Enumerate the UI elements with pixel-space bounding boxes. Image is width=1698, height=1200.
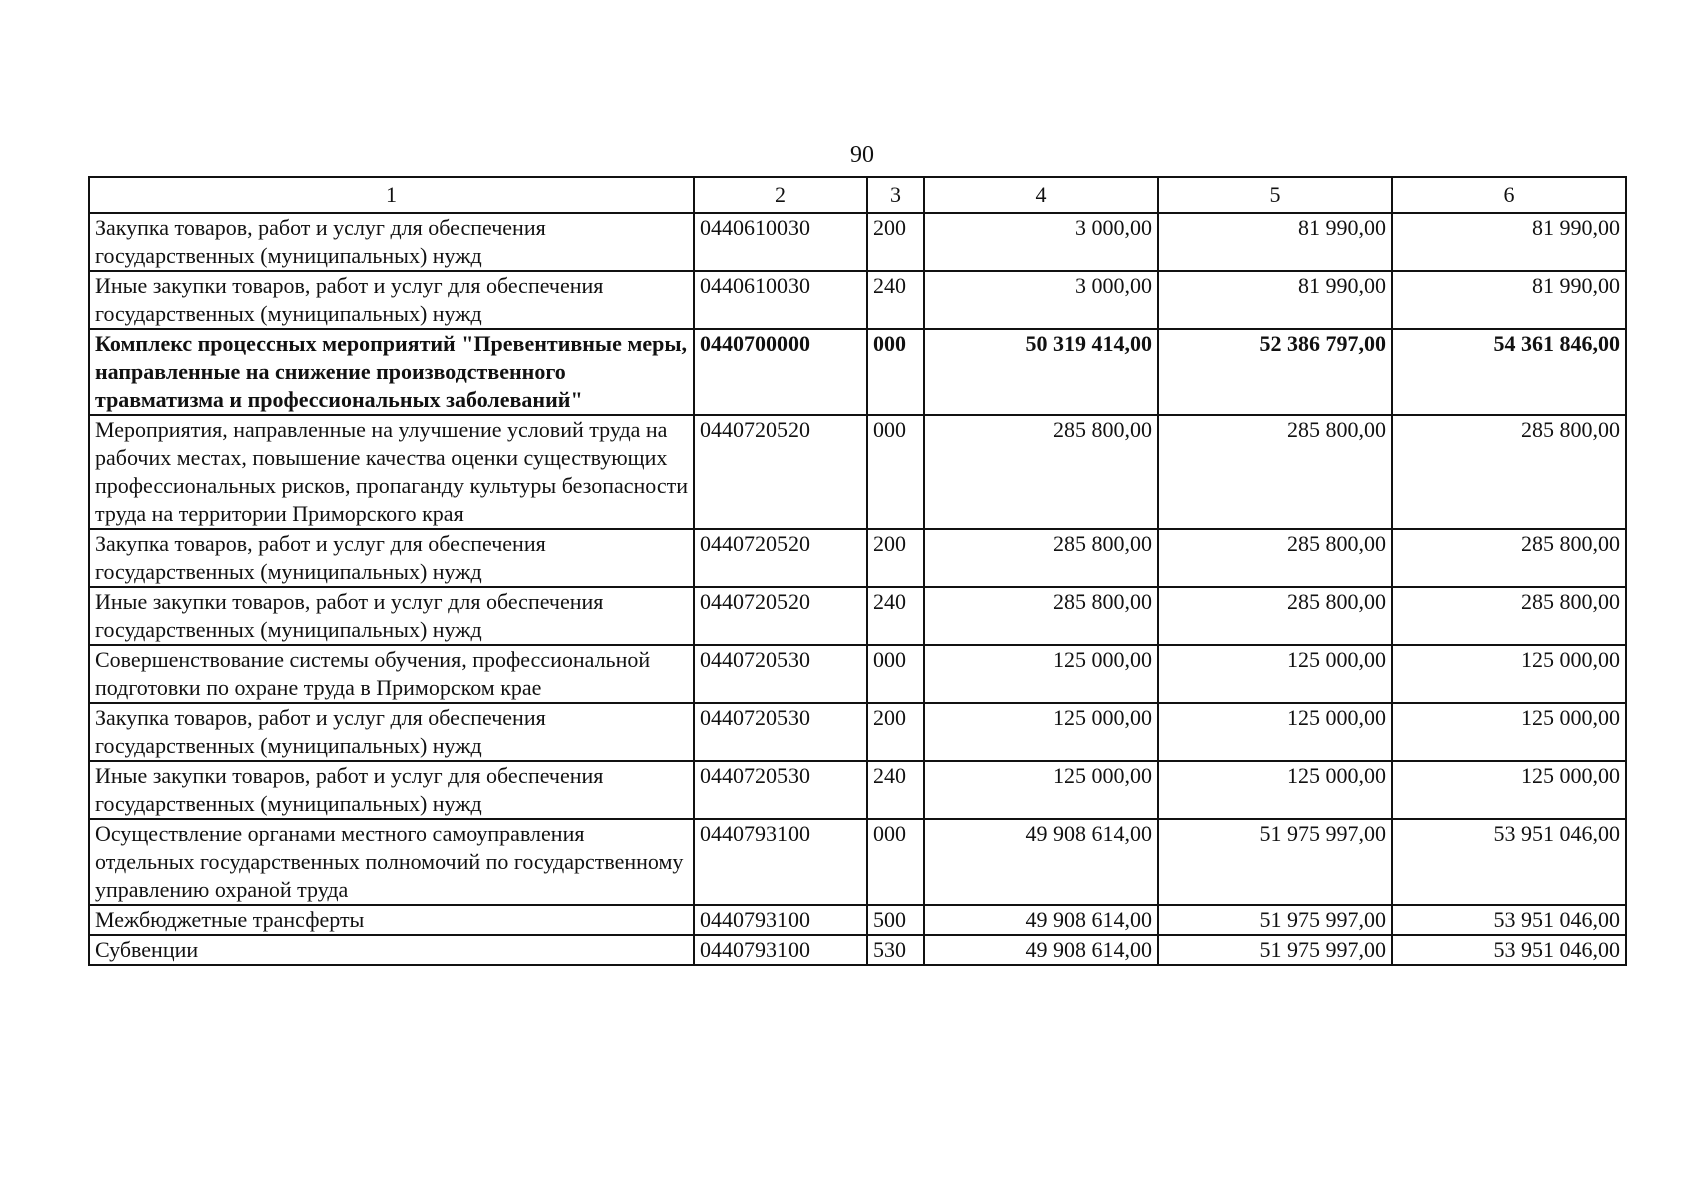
- row-code-cell: 0440793100: [694, 935, 867, 965]
- row-amount-col4: 285 800,00: [924, 587, 1158, 645]
- table-row: [89, 329, 1626, 415]
- row-amount-col6: 285 800,00: [1392, 415, 1626, 529]
- column-header-1: 1: [89, 177, 694, 213]
- row-code-cell: 0440720520: [694, 587, 867, 645]
- row-kind-cell: 200: [867, 703, 924, 761]
- row-amount-col5: 52 386 797,00: [1158, 329, 1392, 415]
- table-row: [89, 905, 1626, 935]
- row-amount-col5: 285 800,00: [1158, 587, 1392, 645]
- row-kind-cell: 240: [867, 271, 924, 329]
- row-kind-cell: 000: [867, 329, 924, 415]
- table-row: [89, 703, 1626, 761]
- row-name-cell: Иные закупки товаров, работ и услуг для обеспечения государственных (муниципальных) нужд: [89, 271, 694, 329]
- row-code-cell: 0440720530: [694, 645, 867, 703]
- column-header-5: 5: [1158, 177, 1392, 213]
- row-name-cell: Осуществление органами местного самоуправления отдельных государственных полномочий по государственному управлению охраной труда: [89, 819, 694, 905]
- row-amount-col5: 51 975 997,00: [1158, 819, 1392, 905]
- row-amount-col6: 81 990,00: [1392, 271, 1626, 329]
- row-amount-col4: 3 000,00: [924, 213, 1158, 271]
- row-amount-col6: 81 990,00: [1392, 213, 1626, 271]
- row-name-cell: Закупка товаров, работ и услуг для обеспечения государственных (муниципальных) нужд: [89, 529, 694, 587]
- table-row: [89, 271, 1626, 329]
- row-amount-col5: 81 990,00: [1158, 213, 1392, 271]
- row-amount-col6: 53 951 046,00: [1392, 905, 1626, 935]
- row-code-cell: 0440720520: [694, 529, 867, 587]
- row-code-cell: 0440720530: [694, 761, 867, 819]
- row-amount-col4: 50 319 414,00: [924, 329, 1158, 415]
- table-row: [89, 645, 1626, 703]
- row-name-cell: Субвенции: [89, 935, 694, 965]
- row-amount-col6: 125 000,00: [1392, 645, 1626, 703]
- row-name-cell: Иные закупки товаров, работ и услуг для обеспечения государственных (муниципальных) нужд: [89, 761, 694, 819]
- row-amount-col5: 51 975 997,00: [1158, 905, 1392, 935]
- row-kind-cell: 000: [867, 645, 924, 703]
- row-code-cell: 0440720520: [694, 415, 867, 529]
- row-kind-cell: 240: [867, 761, 924, 819]
- row-kind-cell: 500: [867, 905, 924, 935]
- row-kind-cell: 200: [867, 529, 924, 587]
- row-amount-col4: 125 000,00: [924, 761, 1158, 819]
- row-amount-col5: 81 990,00: [1158, 271, 1392, 329]
- row-amount-col6: 125 000,00: [1392, 761, 1626, 819]
- table-row: [89, 819, 1626, 905]
- row-kind-cell: 240: [867, 587, 924, 645]
- column-header-4: 4: [924, 177, 1158, 213]
- row-amount-col6: 54 361 846,00: [1392, 329, 1626, 415]
- row-amount-col6: 285 800,00: [1392, 529, 1626, 587]
- row-name-cell: Мероприятия, направленные на улучшение условий труда на рабочих местах, повышение качества оценки существующих профессиональных рисков, пропаганду культуры безопасности труда на территории Приморского края: [89, 415, 694, 529]
- table-row: [89, 213, 1626, 271]
- table-row: [89, 935, 1626, 965]
- row-kind-cell: 530: [867, 935, 924, 965]
- column-header-2: 2: [694, 177, 867, 213]
- row-amount-col4: 49 908 614,00: [924, 819, 1158, 905]
- row-code-cell: 0440793100: [694, 905, 867, 935]
- row-amount-col4: 125 000,00: [924, 703, 1158, 761]
- row-code-cell: 0440700000: [694, 329, 867, 415]
- row-amount-col4: 285 800,00: [924, 529, 1158, 587]
- table-row: [89, 761, 1626, 819]
- row-amount-col5: 285 800,00: [1158, 529, 1392, 587]
- row-code-cell: 0440720530: [694, 703, 867, 761]
- row-name-cell: Закупка товаров, работ и услуг для обеспечения государственных (муниципальных) нужд: [89, 213, 694, 271]
- table-row: [89, 529, 1626, 587]
- row-name-cell: Межбюджетные трансферты: [89, 905, 694, 935]
- row-amount-col5: 125 000,00: [1158, 761, 1392, 819]
- row-amount-col4: 125 000,00: [924, 645, 1158, 703]
- row-amount-col4: 49 908 614,00: [924, 935, 1158, 965]
- row-kind-cell: 000: [867, 819, 924, 905]
- row-amount-col6: 53 951 046,00: [1392, 935, 1626, 965]
- row-code-cell: 0440793100: [694, 819, 867, 905]
- row-amount-col5: 125 000,00: [1158, 645, 1392, 703]
- row-name-cell: Комплекс процессных мероприятий "Превентивные меры, направленные на снижение производственного травматизма и профессиональных заболеваний": [89, 329, 694, 415]
- row-name-cell: Иные закупки товаров, работ и услуг для обеспечения государственных (муниципальных) нужд: [89, 587, 694, 645]
- row-amount-col5: 51 975 997,00: [1158, 935, 1392, 965]
- row-kind-cell: 000: [867, 415, 924, 529]
- budget-table: [88, 176, 1627, 966]
- row-amount-col5: 285 800,00: [1158, 415, 1392, 529]
- header-row: [89, 177, 1626, 213]
- row-amount-col4: 285 800,00: [924, 415, 1158, 529]
- row-code-cell: 0440610030: [694, 271, 867, 329]
- row-name-cell: Закупка товаров, работ и услуг для обеспечения государственных (муниципальных) нужд: [89, 703, 694, 761]
- row-amount-col4: 49 908 614,00: [924, 905, 1158, 935]
- row-amount-col6: 125 000,00: [1392, 703, 1626, 761]
- table-row: [89, 587, 1626, 645]
- column-header-3: 3: [867, 177, 924, 213]
- table-row: [89, 415, 1626, 529]
- row-code-cell: 0440610030: [694, 213, 867, 271]
- row-name-cell: Совершенствование системы обучения, профессиональной подготовки по охране труда в Приморском крае: [89, 645, 694, 703]
- column-header-6: 6: [1392, 177, 1626, 213]
- row-amount-col5: 125 000,00: [1158, 703, 1392, 761]
- page-number: 90: [850, 142, 874, 168]
- row-kind-cell: 200: [867, 213, 924, 271]
- row-amount-col4: 3 000,00: [924, 271, 1158, 329]
- row-amount-col6: 53 951 046,00: [1392, 819, 1626, 905]
- row-amount-col6: 285 800,00: [1392, 587, 1626, 645]
